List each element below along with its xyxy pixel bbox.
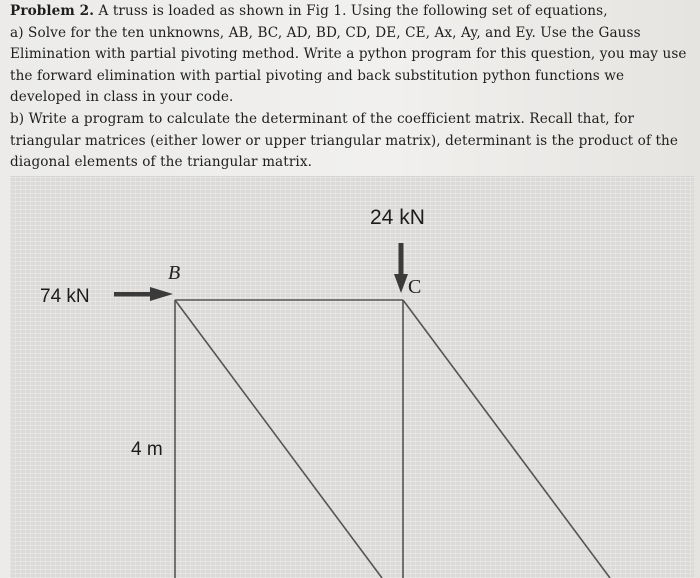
problem-intro-text: A truss is loaded as shown in Fig 1. Using the following set of equations,	[94, 3, 608, 19]
load-label-74kn: 74 kN	[40, 286, 90, 307]
problem-heading: Problem 2.	[10, 3, 95, 19]
load-label-24kn: 24 kN	[370, 206, 425, 229]
truss-figure	[10, 176, 694, 578]
arrow-74kn-head	[150, 287, 173, 301]
problem-statement	[10, 1, 695, 195]
arrow-24kn-head	[394, 274, 408, 293]
arrow-24kn-shaft	[399, 243, 404, 279]
part-b-text: b) Write a program to calculate the determinant of the coefficient matrix. Recall that, for triangular matrices (either lower or upper triangular matrix), determinant is the product of the diagonal elements of the triangular matrix.	[10, 110, 679, 171]
arrow-74kn-shaft	[114, 292, 154, 297]
part-a-text: a) Solve for the ten unknowns, AB, BC, AD, BD, CD, DE, CE, Ax, Ay, and Ey. Use the Gauss Elimination with partial pivoting method. Write a python program for this question, you may use the forward elimination with partial pivoting and back substitution python functions we developed in class in your code.	[10, 24, 687, 106]
arrow-74kn	[114, 287, 173, 301]
problem-intro	[10, 1, 695, 23]
member-diagonal-c	[403, 300, 610, 578]
member-diagonal-b	[175, 300, 382, 578]
dimension-label-4m: 4 m	[131, 439, 163, 460]
truss-drawing	[10, 176, 694, 578]
arrow-24kn	[394, 243, 408, 293]
node-label-b: B	[168, 262, 181, 284]
node-label-c: C	[408, 276, 422, 298]
